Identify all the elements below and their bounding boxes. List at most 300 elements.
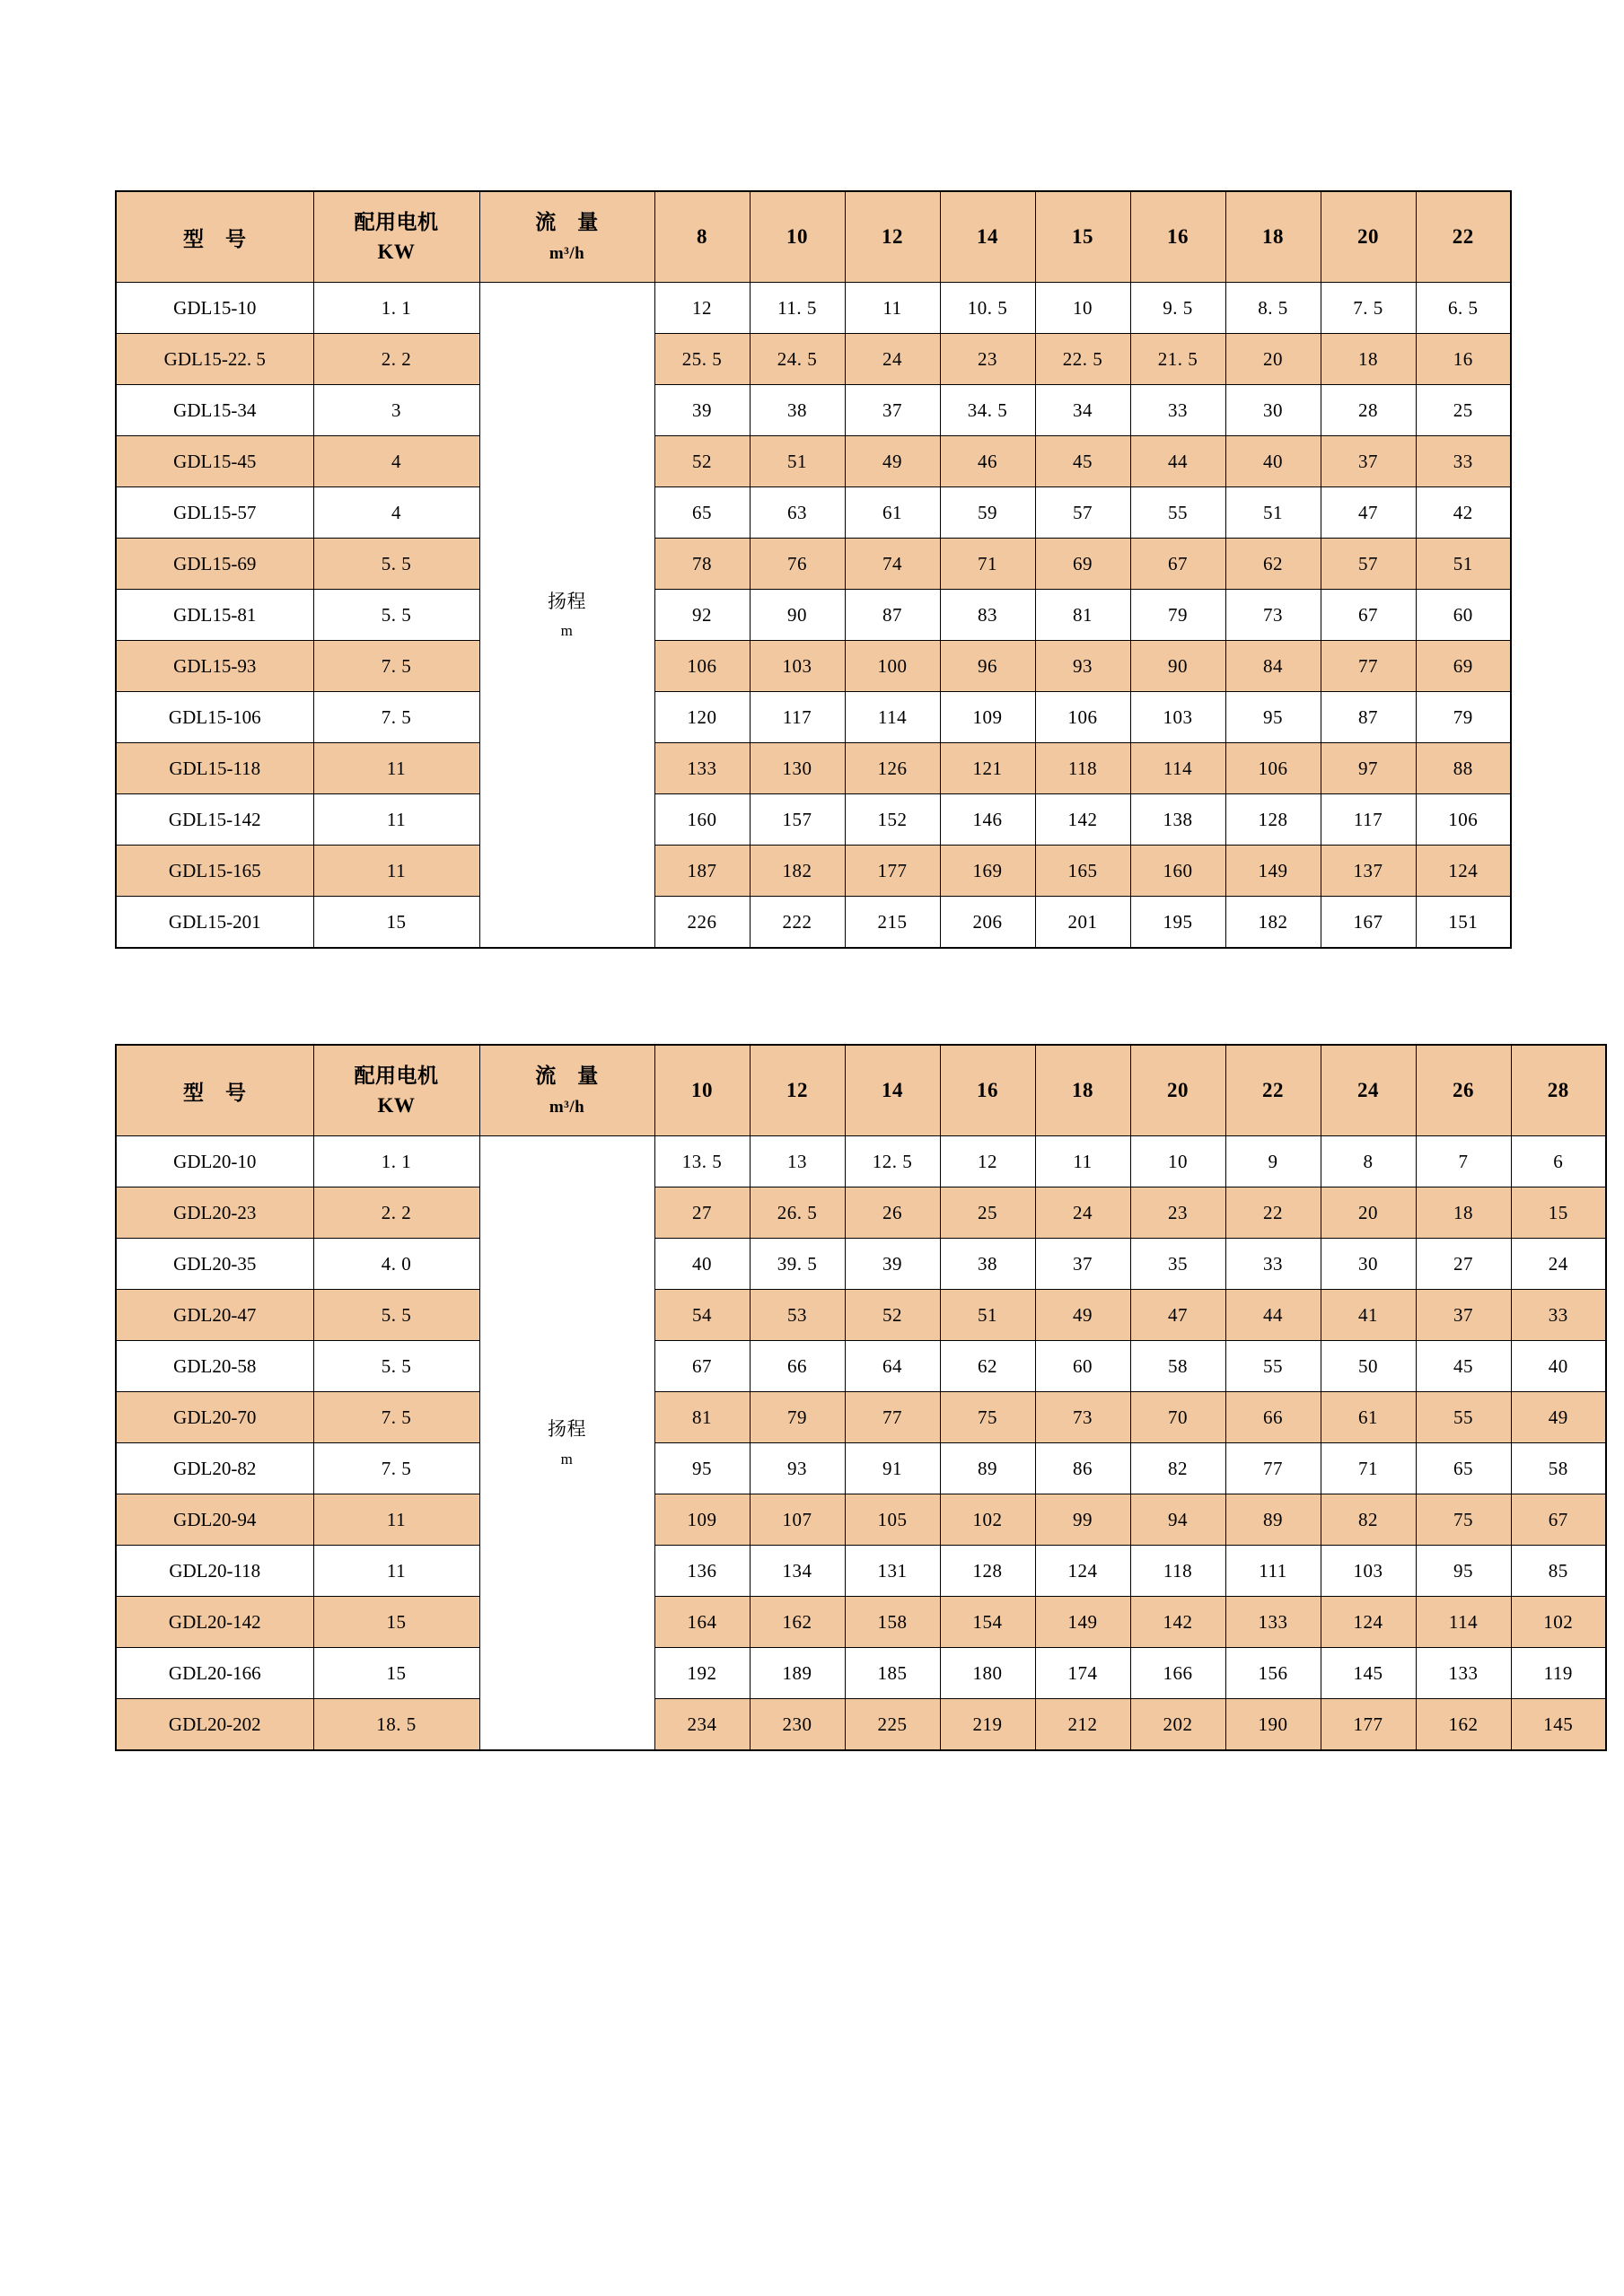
header-flow-value: 12 <box>750 1045 845 1136</box>
cell-head-value: 142 <box>1130 1597 1225 1648</box>
cell-model: GDL15-57 <box>116 487 313 539</box>
cell-motor-power: 15 <box>313 1597 479 1648</box>
cell-head-value: 79 <box>1416 692 1511 743</box>
cell-model: GDL20-70 <box>116 1392 313 1443</box>
cell-head-value: 66 <box>750 1341 845 1392</box>
cell-motor-power: 5. 5 <box>313 1290 479 1341</box>
cell-head-value: 124 <box>1321 1597 1416 1648</box>
table-row <box>116 743 1511 794</box>
cell-head-value: 95 <box>1225 692 1321 743</box>
table-row <box>116 334 1511 385</box>
header-flow-value: 24 <box>1321 1045 1416 1136</box>
cell-head-value: 33 <box>1130 385 1225 436</box>
cell-head-value: 45 <box>1035 436 1130 487</box>
cell-head-value: 51 <box>750 436 845 487</box>
cell-head-value: 38 <box>750 385 845 436</box>
cell-head-value: 102 <box>1511 1597 1606 1648</box>
cell-head-value: 49 <box>845 436 940 487</box>
cell-head-value: 70 <box>1130 1392 1225 1443</box>
header-flow-value: 20 <box>1130 1045 1225 1136</box>
cell-head-value: 6 <box>1511 1136 1606 1187</box>
cell-motor-power: 1. 1 <box>313 283 479 334</box>
cell-head-value: 133 <box>1225 1597 1321 1648</box>
cell-head-value: 40 <box>1511 1341 1606 1392</box>
cell-head-value: 89 <box>940 1443 1035 1494</box>
cell-head-value: 182 <box>1225 897 1321 949</box>
cell-motor-power: 2. 2 <box>313 1187 479 1239</box>
cell-motor-power: 4 <box>313 436 479 487</box>
cell-motor-power: 7. 5 <box>313 1392 479 1443</box>
cell-head-value: 187 <box>654 846 750 897</box>
cell-head-value: 164 <box>654 1597 750 1648</box>
cell-head-value: 11 <box>1035 1136 1130 1187</box>
header-flow-value: 26 <box>1416 1045 1511 1136</box>
cell-head-value: 33 <box>1511 1290 1606 1341</box>
header-flow-value: 8 <box>654 191 750 283</box>
cell-motor-power: 3 <box>313 385 479 436</box>
cell-head-value: 41 <box>1321 1290 1416 1341</box>
cell-model: GDL20-35 <box>116 1239 313 1290</box>
cell-head-value: 33 <box>1225 1239 1321 1290</box>
cell-head-value: 57 <box>1035 487 1130 539</box>
table-row <box>116 1443 1606 1494</box>
cell-head-value: 38 <box>940 1239 1035 1290</box>
table-row <box>116 1290 1606 1341</box>
cell-head-value: 130 <box>750 743 845 794</box>
cell-head-value: 87 <box>845 590 940 641</box>
header-flow-unit: m³/h <box>549 1098 585 1117</box>
table-row <box>116 692 1511 743</box>
cell-head-value: 84 <box>1225 641 1321 692</box>
cell-head-value: 86 <box>1035 1443 1130 1494</box>
cell-head-value: 12 <box>940 1136 1035 1187</box>
cell-head-value: 51 <box>1225 487 1321 539</box>
cell-head-value: 52 <box>654 436 750 487</box>
cell-head-value: 212 <box>1035 1699 1130 1751</box>
cell-model: GDL20-10 <box>116 1136 313 1187</box>
cell-head-value: 225 <box>845 1699 940 1751</box>
cell-head-value: 57 <box>1321 539 1416 590</box>
cell-head-value: 69 <box>1035 539 1130 590</box>
cell-head-value: 201 <box>1035 897 1130 949</box>
cell-head-value: 24 <box>845 334 940 385</box>
cell-head-value: 55 <box>1130 487 1225 539</box>
cell-head-value: 133 <box>654 743 750 794</box>
cell-model: GDL20-23 <box>116 1187 313 1239</box>
cell-head-value: 106 <box>1416 794 1511 846</box>
cell-head-value: 59 <box>940 487 1035 539</box>
header-flow-value: 22 <box>1416 191 1511 283</box>
cell-head-value: 71 <box>1321 1443 1416 1494</box>
cell-head-value: 136 <box>654 1546 750 1597</box>
cell-head-value: 65 <box>654 487 750 539</box>
cell-head-value: 46 <box>940 436 1035 487</box>
cell-head-value: 85 <box>1511 1546 1606 1597</box>
cell-head-value: 109 <box>654 1494 750 1546</box>
cell-head-value: 77 <box>845 1392 940 1443</box>
cell-head-value: 44 <box>1225 1290 1321 1341</box>
cell-head-value: 67 <box>1511 1494 1606 1546</box>
cell-head-label <box>479 1136 654 1751</box>
cell-head-value: 40 <box>654 1239 750 1290</box>
cell-model: GDL20-94 <box>116 1494 313 1546</box>
header-flow-value: 16 <box>1130 191 1225 283</box>
cell-head-value: 88 <box>1416 743 1511 794</box>
cell-head-value: 96 <box>940 641 1035 692</box>
cell-model: GDL15-34 <box>116 385 313 436</box>
cell-head-value: 47 <box>1130 1290 1225 1341</box>
cell-model: GDL20-82 <box>116 1443 313 1494</box>
cell-head-value: 118 <box>1130 1546 1225 1597</box>
cell-head-value: 149 <box>1225 846 1321 897</box>
cell-head-value: 106 <box>654 641 750 692</box>
cell-head-value: 11. 5 <box>750 283 845 334</box>
cell-head-value: 185 <box>845 1648 940 1699</box>
cell-head-value: 91 <box>845 1443 940 1494</box>
cell-motor-power: 15 <box>313 897 479 949</box>
cell-head-value: 100 <box>845 641 940 692</box>
cell-head-value: 13. 5 <box>654 1136 750 1187</box>
cell-head-value: 49 <box>1511 1392 1606 1443</box>
cell-head-value: 8. 5 <box>1225 283 1321 334</box>
header-model: 型 号 <box>116 191 313 283</box>
table-row <box>116 1392 1606 1443</box>
header-flow-value: 18 <box>1225 191 1321 283</box>
cell-head-value: 195 <box>1130 897 1225 949</box>
cell-head-value: 154 <box>940 1597 1035 1648</box>
cell-head-value: 192 <box>654 1648 750 1699</box>
cell-head-value: 158 <box>845 1597 940 1648</box>
table-row <box>116 385 1511 436</box>
cell-motor-power: 18. 5 <box>313 1699 479 1751</box>
cell-head-value: 62 <box>1225 539 1321 590</box>
cell-model: GDL15-118 <box>116 743 313 794</box>
cell-head-value: 79 <box>750 1392 845 1443</box>
cell-head-value: 73 <box>1225 590 1321 641</box>
header-flow-value: 12 <box>845 191 940 283</box>
cell-head-value: 157 <box>750 794 845 846</box>
cell-head-value: 34. 5 <box>940 385 1035 436</box>
cell-head-value: 169 <box>940 846 1035 897</box>
cell-head-value: 152 <box>845 794 940 846</box>
cell-head-value: 87 <box>1321 692 1416 743</box>
table-row <box>116 846 1511 897</box>
cell-head-value: 126 <box>845 743 940 794</box>
cell-head-value: 81 <box>654 1392 750 1443</box>
cell-head-value: 90 <box>1130 641 1225 692</box>
cell-head-value: 156 <box>1225 1648 1321 1699</box>
cell-head-value: 134 <box>750 1546 845 1597</box>
cell-head-value: 25. 5 <box>654 334 750 385</box>
cell-head-value: 50 <box>1321 1341 1416 1392</box>
header-flow <box>479 191 654 283</box>
table-row <box>116 1494 1606 1546</box>
table-row <box>116 1341 1606 1392</box>
cell-head-value: 106 <box>1225 743 1321 794</box>
table-row <box>116 1136 1606 1187</box>
cell-head-value: 131 <box>845 1546 940 1597</box>
cell-head-value: 11 <box>845 283 940 334</box>
cell-model: GDL15-106 <box>116 692 313 743</box>
cell-head-value: 25 <box>940 1187 1035 1239</box>
cell-head-value: 82 <box>1321 1494 1416 1546</box>
cell-head-value: 177 <box>845 846 940 897</box>
cell-head-value: 162 <box>1416 1699 1511 1751</box>
cell-head-value: 9. 5 <box>1130 283 1225 334</box>
cell-head-value: 149 <box>1035 1597 1130 1648</box>
header-flow-value: 16 <box>940 1045 1035 1136</box>
cell-motor-power: 11 <box>313 794 479 846</box>
cell-head-value: 128 <box>940 1546 1035 1597</box>
cell-head-value: 180 <box>940 1648 1035 1699</box>
cell-head-value: 77 <box>1321 641 1416 692</box>
header-flow-value: 20 <box>1321 191 1416 283</box>
cell-head-value: 105 <box>845 1494 940 1546</box>
cell-head-value: 22. 5 <box>1035 334 1130 385</box>
cell-motor-power: 4. 0 <box>313 1239 479 1290</box>
cell-head-value: 234 <box>654 1699 750 1751</box>
head-label-line1: 扬程 <box>548 1418 586 1441</box>
cell-motor-power: 1. 1 <box>313 1136 479 1187</box>
cell-head-value: 37 <box>845 385 940 436</box>
cell-model: GDL15-201 <box>116 897 313 949</box>
cell-head-value: 219 <box>940 1699 1035 1751</box>
header-model: 型 号 <box>116 1045 313 1136</box>
cell-head-value: 118 <box>1035 743 1130 794</box>
cell-head-value: 79 <box>1130 590 1225 641</box>
table-header-row <box>116 191 1511 283</box>
table-row <box>116 794 1511 846</box>
cell-head-value: 10 <box>1130 1136 1225 1187</box>
header-motor-line2: KW <box>377 241 416 263</box>
header-flow-line1: 流 量 <box>535 1064 599 1087</box>
cell-head-value: 30 <box>1225 385 1321 436</box>
cell-head-value: 114 <box>1130 743 1225 794</box>
cell-head-value: 94 <box>1130 1494 1225 1546</box>
cell-head-value: 55 <box>1225 1341 1321 1392</box>
cell-head-value: 39 <box>845 1239 940 1290</box>
head-label-unit: m <box>560 1450 574 1468</box>
cell-head-value: 24 <box>1035 1187 1130 1239</box>
cell-head-value: 65 <box>1416 1443 1511 1494</box>
cell-head-value: 64 <box>845 1341 940 1392</box>
cell-model: GDL20-118 <box>116 1546 313 1597</box>
cell-head-value: 61 <box>1321 1392 1416 1443</box>
cell-head-value: 12 <box>654 283 750 334</box>
table-row <box>116 539 1511 590</box>
table-header-row <box>116 1045 1606 1136</box>
cell-head-value: 10. 5 <box>940 283 1035 334</box>
header-motor-line1: 配用电机 <box>354 210 439 233</box>
cell-model: GDL20-58 <box>116 1341 313 1392</box>
cell-head-value: 51 <box>1416 539 1511 590</box>
cell-head-value: 106 <box>1035 692 1130 743</box>
header-flow-value: 28 <box>1511 1045 1606 1136</box>
cell-head-value: 23 <box>940 334 1035 385</box>
cell-motor-power: 11 <box>313 743 479 794</box>
cell-head-value: 145 <box>1511 1699 1606 1751</box>
cell-head-value: 102 <box>940 1494 1035 1546</box>
cell-head-value: 39. 5 <box>750 1239 845 1290</box>
cell-head-value: 18 <box>1416 1187 1511 1239</box>
cell-motor-power: 7. 5 <box>313 1443 479 1494</box>
cell-head-value: 160 <box>1130 846 1225 897</box>
cell-head-value: 34 <box>1035 385 1130 436</box>
cell-motor-power: 11 <box>313 1546 479 1597</box>
header-flow-value: 18 <box>1035 1045 1130 1136</box>
cell-head-value: 114 <box>845 692 940 743</box>
cell-head-value: 26 <box>845 1187 940 1239</box>
cell-head-value: 174 <box>1035 1648 1130 1699</box>
cell-model: GDL20-142 <box>116 1597 313 1648</box>
cell-motor-power: 7. 5 <box>313 641 479 692</box>
cell-head-value: 71 <box>940 539 1035 590</box>
header-flow <box>479 1045 654 1136</box>
cell-model: GDL20-47 <box>116 1290 313 1341</box>
cell-head-value: 160 <box>654 794 750 846</box>
cell-motor-power: 5. 5 <box>313 539 479 590</box>
cell-head-value: 30 <box>1321 1239 1416 1290</box>
spec-table-gdl20-wrapper <box>115 1044 1607 1751</box>
cell-head-value: 145 <box>1321 1648 1416 1699</box>
cell-head-value: 92 <box>654 590 750 641</box>
cell-head-value: 78 <box>654 539 750 590</box>
cell-head-value: 7. 5 <box>1321 283 1416 334</box>
cell-head-value: 119 <box>1511 1648 1606 1699</box>
cell-model: GDL15-10 <box>116 283 313 334</box>
cell-head-value: 24. 5 <box>750 334 845 385</box>
cell-head-value: 9 <box>1225 1136 1321 1187</box>
cell-head-value: 8 <box>1321 1136 1416 1187</box>
header-flow-value: 15 <box>1035 191 1130 283</box>
cell-head-value: 51 <box>940 1290 1035 1341</box>
cell-head-value: 20 <box>1321 1187 1416 1239</box>
table-row <box>116 283 1511 334</box>
cell-head-value: 124 <box>1416 846 1511 897</box>
cell-head-value: 190 <box>1225 1699 1321 1751</box>
table-row <box>116 641 1511 692</box>
cell-head-value: 58 <box>1511 1443 1606 1494</box>
cell-head-value: 7 <box>1416 1136 1511 1187</box>
cell-motor-power: 5. 5 <box>313 1341 479 1392</box>
head-label-line1: 扬程 <box>548 590 586 612</box>
cell-head-value: 202 <box>1130 1699 1225 1751</box>
cell-head-value: 20 <box>1225 334 1321 385</box>
cell-head-value: 82 <box>1130 1443 1225 1494</box>
header-motor-power <box>313 191 479 283</box>
cell-head-value: 121 <box>940 743 1035 794</box>
cell-head-value: 27 <box>654 1187 750 1239</box>
cell-head-value: 114 <box>1416 1597 1511 1648</box>
cell-head-value: 73 <box>1035 1392 1130 1443</box>
table-row <box>116 1187 1606 1239</box>
cell-head-value: 93 <box>750 1443 845 1494</box>
table-row <box>116 590 1511 641</box>
table-row <box>116 487 1511 539</box>
cell-head-value: 81 <box>1035 590 1130 641</box>
cell-head-value: 167 <box>1321 897 1416 949</box>
cell-head-value: 165 <box>1035 846 1130 897</box>
cell-model: GDL15-165 <box>116 846 313 897</box>
cell-head-value: 226 <box>654 897 750 949</box>
header-flow-value: 14 <box>940 191 1035 283</box>
cell-head-value: 58 <box>1130 1341 1225 1392</box>
cell-head-value: 44 <box>1130 436 1225 487</box>
table-row <box>116 436 1511 487</box>
cell-head-value: 55 <box>1416 1392 1511 1443</box>
cell-head-value: 128 <box>1225 794 1321 846</box>
cell-head-value: 89 <box>1225 1494 1321 1546</box>
cell-motor-power: 4 <box>313 487 479 539</box>
cell-head-value: 222 <box>750 897 845 949</box>
spec-table-gdl20 <box>115 1044 1607 1751</box>
cell-model: GDL15-81 <box>116 590 313 641</box>
header-flow-value: 10 <box>654 1045 750 1136</box>
cell-motor-power: 7. 5 <box>313 692 479 743</box>
cell-head-value: 182 <box>750 846 845 897</box>
header-motor-line2: KW <box>377 1094 416 1117</box>
cell-head-value: 37 <box>1321 436 1416 487</box>
table-row <box>116 1239 1606 1290</box>
cell-head-value: 95 <box>1416 1546 1511 1597</box>
cell-head-value: 26. 5 <box>750 1187 845 1239</box>
cell-head-value: 66 <box>1225 1392 1321 1443</box>
cell-head-value: 83 <box>940 590 1035 641</box>
cell-head-value: 67 <box>1130 539 1225 590</box>
cell-head-value: 90 <box>750 590 845 641</box>
cell-model: GDL15-69 <box>116 539 313 590</box>
cell-head-value: 35 <box>1130 1239 1225 1290</box>
cell-head-value: 75 <box>1416 1494 1511 1546</box>
cell-model: GDL20-202 <box>116 1699 313 1751</box>
cell-head-value: 75 <box>940 1392 1035 1443</box>
cell-head-value: 12. 5 <box>845 1136 940 1187</box>
cell-head-value: 33 <box>1416 436 1511 487</box>
cell-motor-power: 15 <box>313 1648 479 1699</box>
cell-head-value: 162 <box>750 1597 845 1648</box>
cell-head-value: 230 <box>750 1699 845 1751</box>
cell-head-value: 103 <box>750 641 845 692</box>
cell-head-value: 40 <box>1225 436 1321 487</box>
cell-head-value: 166 <box>1130 1648 1225 1699</box>
cell-model: GDL20-166 <box>116 1648 313 1699</box>
spec-table-gdl15-wrapper <box>115 190 1512 949</box>
cell-head-value: 27 <box>1416 1239 1511 1290</box>
cell-motor-power: 5. 5 <box>313 590 479 641</box>
cell-model: GDL15-93 <box>116 641 313 692</box>
cell-head-value: 151 <box>1416 897 1511 949</box>
cell-head-value: 93 <box>1035 641 1130 692</box>
cell-head-value: 142 <box>1035 794 1130 846</box>
cell-head-value: 21. 5 <box>1130 334 1225 385</box>
cell-model: GDL15-142 <box>116 794 313 846</box>
cell-head-value: 120 <box>654 692 750 743</box>
cell-head-value: 16 <box>1416 334 1511 385</box>
cell-head-value: 53 <box>750 1290 845 1341</box>
cell-head-value: 23 <box>1130 1187 1225 1239</box>
header-flow-value: 10 <box>750 191 845 283</box>
cell-head-value: 97 <box>1321 743 1416 794</box>
cell-head-value: 49 <box>1035 1290 1130 1341</box>
cell-head-value: 39 <box>654 385 750 436</box>
cell-head-value: 61 <box>845 487 940 539</box>
cell-head-value: 37 <box>1035 1239 1130 1290</box>
cell-head-value: 76 <box>750 539 845 590</box>
header-motor-line1: 配用电机 <box>354 1064 439 1087</box>
cell-head-value: 109 <box>940 692 1035 743</box>
cell-head-value: 107 <box>750 1494 845 1546</box>
cell-head-value: 15 <box>1511 1187 1606 1239</box>
